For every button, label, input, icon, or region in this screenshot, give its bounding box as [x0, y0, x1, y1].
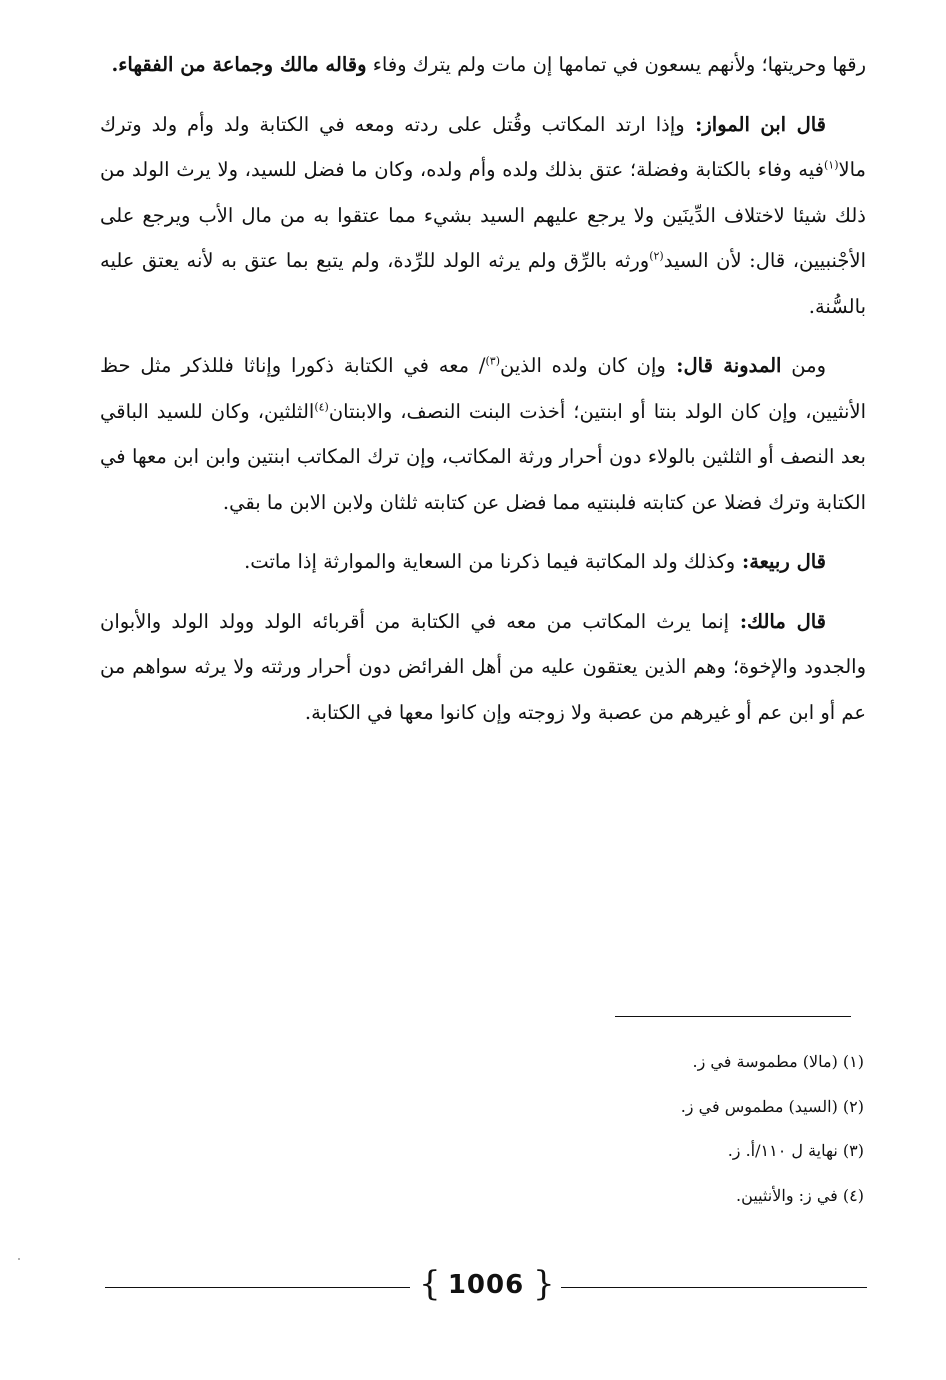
- speaker-heading: قال ابن المواز:: [684, 112, 826, 136]
- scan-speck: [18, 1258, 20, 1260]
- paragraph-4: [100, 539, 866, 585]
- paragraph-text: ومن: [781, 354, 826, 377]
- footer-rule-left: [105, 1287, 410, 1288]
- paragraph-5: [100, 599, 866, 736]
- paragraph-text: وكذلك ولد المكاتبة فيما ذكرنا من السعاية والموارثة إذا ماتت.: [244, 550, 736, 573]
- footnote-4: (٤) في ز: والأنثيين.: [736, 1185, 864, 1205]
- paragraph-text: رقها وحريتها؛ ولأنهم يسعون في تمامها إن مات ولم يترك وفاء: [366, 53, 866, 76]
- paragraph-text: / معه في الكتابة ذكورا وإناثا فللذكر مثل حظ الأنثيين، وإن كان الولد بنتا أو ابنتين؛ أخذت البنت النصف، والابنتان: [100, 354, 866, 423]
- paragraph-text: وإن كان ولده الذين: [500, 354, 666, 377]
- bold-phrase: وقاله مالك وجماعة من الفقهاء: [118, 53, 367, 76]
- page-footer: [105, 1262, 867, 1312]
- paragraph-text: فيه وفاء بالكتابة وفضلة؛ عتق بذلك ولده وأم ولده، وكان ما فضل للسيد، ولا يرث الولد من ذلك شيئا لاختلاف الدِّينَين ولا يرجع عليهم السيد بشيء مما عتقوا به من مال الأب ويرجع على الأجْنبيين، قال: لأن السيد: [100, 158, 866, 272]
- footnote-3: (٣) نهاية ل ١١٠/أ. ز.: [727, 1141, 864, 1160]
- left-brace: {: [419, 1264, 441, 1304]
- right-brace: }: [533, 1264, 555, 1304]
- footnote-ref-3[interactable]: (٣): [485, 354, 500, 368]
- footnote-separator: [615, 1016, 851, 1017]
- footnote-2: (٢) (السيد) مطموس في ز.: [680, 1096, 864, 1116]
- paragraph-text: ورثه بالرِّق ولم يرثه الولد للرِّدة، ولم يتبع بما عتق به لأنه يعتق عليه بالسُّنة.: [100, 249, 866, 318]
- paragraph-text: وإذا ارتد المكاتب وقُتل على ردته ومعه في الكتابة ولد وأم ولد وترك مالا: [100, 112, 866, 181]
- paragraph-text: إنما يرث المكاتب من معه في الكتابة من أقربائه الولد وولد الولد والأبوان والجدود والإخوة؛ وهم الذين يعتقون عليه من أهل الفرائض دون أحرار ورثته ولا يرثه سواهم من عم أو ابن عم أو غيرهم من عصبة ولا زوجته وإن كانوا معها في الكتابة.: [100, 609, 866, 724]
- source-heading: المدونة قال:: [665, 354, 782, 377]
- footnote-ref-2[interactable]: (٢): [649, 249, 664, 263]
- footnote-ref-4[interactable]: (٤): [314, 400, 329, 413]
- main-text: [100, 42, 866, 749]
- paragraph-text: الثلثين، وكان للسيد الباقي بعد النصف أو الثلثين بالولاء دون أحرار ورثة المكاتب، وإن ترك المكاتب ابنتين وابن ابن معها في الكتابة وترك فضلا عن كتابته فلبنتيه مما فضل عن كتابته ثلثان ولابن الابن ما بقي.: [100, 399, 866, 514]
- speaker-heading: قال مالك:: [729, 609, 826, 633]
- footnotes: [380, 1040, 864, 1218]
- page-number: 1006: [447, 1270, 525, 1300]
- paragraph-2: [100, 102, 866, 330]
- speaker-heading: قال ربيعة:: [735, 550, 826, 573]
- footnote-1: (١) (مالا) مطموسة في ز.: [692, 1052, 864, 1071]
- paragraph-3: [100, 343, 866, 525]
- paragraph-1: [100, 42, 866, 88]
- paragraph-end: .: [111, 53, 119, 76]
- footnote-ref-1[interactable]: (١): [823, 158, 839, 172]
- footer-rule-right: [561, 1287, 867, 1288]
